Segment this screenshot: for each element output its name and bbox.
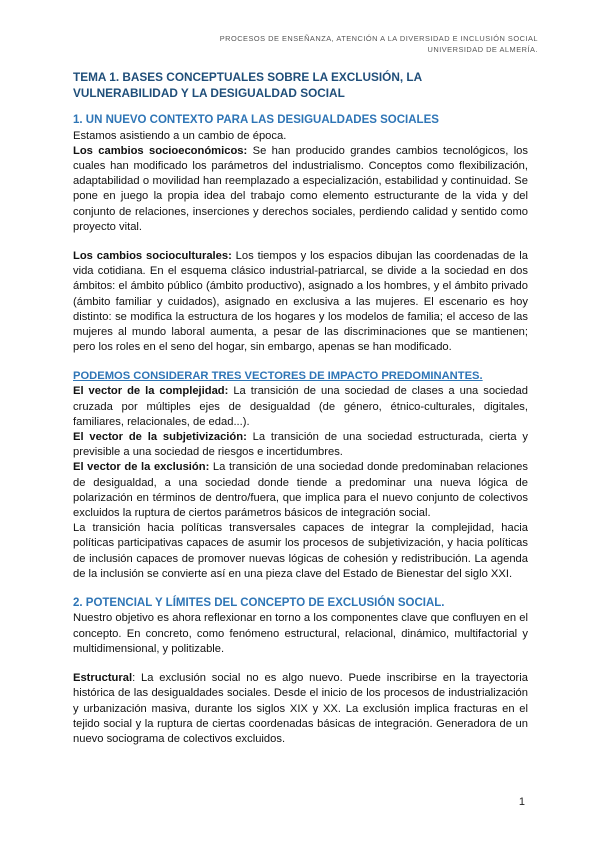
- sociocultural-text: Los tiempos y los espacios dibujan las coordenadas de la vida cotidiana. En el esquema clásico industrial-patriarcal, se divide a la sociedad en dos ámbitos: el ámbito público (ámbito productivo), asignado a los hombres, y el ámbito privado (ámbito familiar y cuidados), asignado en exclusiva a las mujeres. El escenario es hoy distinto: se modifica la estructura de los hogares y los modelos de familia; el acceso de las mujeres al mundo laboral aumenta, a pesar de las discriminaciones que se mantienen; pero los roles en el seno del hogar, sin embargo, apenas se han modificado.: [73, 249, 528, 354]
- structural-paragraph: [73, 671, 528, 747]
- section-2-intro: Nuestro objetivo es ahora reflexionar en torno a los componentes clave que confluyen en el concepto. En concreto, como fenómeno estructural, relacional, dinámico, multifactorial y multidimensional, y politizable.: [73, 612, 528, 655]
- socioeconomic-label: Los cambios socioeconómicos:: [73, 144, 248, 157]
- complexity-text: La transición de una sociedad de clases a una sociedad cruzada por múltiples ejes de desigualdad (de género, étnico-culturales, digitales, familiares, relacionales, de edad...).: [73, 385, 529, 428]
- policies-paragraph: La transición hacia políticas transversales capaces de integrar la complejidad, hacia políticas participativas capaces de asumir los procesos de subjetivización, y hacia políticas de inclusión capaces de promover nuevas lógicas de cohesión y redistribución. La agenda de la inclusión se convierte así en una pieza clave del Estado de Bienestar del siglo XXI.: [73, 522, 528, 580]
- running-header: [220, 34, 538, 55]
- socioeconomic-paragraph: [73, 144, 528, 235]
- header-university-line: UNIVERSIDAD DE ALMERÍA.: [427, 44, 538, 54]
- section-2-heading: 2. POTENCIAL Y LÍMITES DEL CONCEPTO DE EXCLUSIÓN SOCIAL.: [73, 596, 445, 609]
- exclusion-label: El vector de la exclusión:: [73, 461, 210, 474]
- section-1-intro: Estamos asistiendo a un cambio de época.: [73, 129, 287, 142]
- complexity-label: El vector de la complejidad:: [73, 385, 229, 398]
- vectors-heading: PODEMOS CONSIDERAR TRES VECTORES DE IMPACTO PREDOMINANTES.: [73, 370, 483, 383]
- page-number: 1: [518, 796, 525, 808]
- subjectivization-paragraph: [73, 430, 528, 460]
- sociocultural-paragraph: [73, 249, 528, 355]
- subjectivization-text: La transición de una sociedad estructurada, cierta y previsible a una sociedad de riesgos e incertidumbres.: [73, 430, 528, 459]
- complexity-paragraph: [73, 384, 528, 430]
- document-body: [73, 70, 528, 747]
- structural-label: Estructural: [73, 672, 133, 685]
- exclusion-text: La transición de una sociedad donde predominaban relaciones de desigualdad, a una sociedad donde tiende a predominar una nueva lógica de polarización en términos de dentro/fuera, que implica para el nuevo conjunto de colectivos excluidos la ruptura de ciertos parámetros básicos de integración social.: [73, 461, 528, 519]
- section-1-heading: 1. UN NUEVO CONTEXTO PARA LAS DESIGUALDADES SOCIALES: [73, 114, 439, 126]
- exclusion-paragraph: [73, 460, 528, 521]
- socioeconomic-text: Se han producido grandes cambios tecnológicos, los cuales han modificado los parámetros del industrialismo. Conceptos como flexibilización, adaptabilidad o movilidad han reemplazado a especialización, estabilidad y continuidad. Se pone en juego la propia idea del trabajo como elemento estructurante de la vida y del conjunto de relaciones, inserciones y derechos sociales, perdiendo calidad y sentido como proyecto vital.: [73, 144, 528, 233]
- subjectivization-label: El vector de la subjetivización:: [73, 430, 247, 443]
- structural-text: : La exclusión social no es algo nuevo. Puede inscribirse en la trayectoria histórica de las desigualdades sociales. Desde el inicio de los procesos de industrialización y urbanización masiva, durante los siglos XIX y XX. La exclusión implica fracturas en el tejido social y la ruptura de ciertas coordenadas básicas de integración. Generadora de un nuevo sociograma de colectivos excluidos.: [73, 672, 528, 745]
- header-course-line: PROCESOS DE ENSEÑANZA, ATENCIÓN A LA DIVERSIDAD E INCLUSIÓN SOCIAL: [219, 34, 538, 43]
- document-title: TEMA 1. BASES CONCEPTUALES SOBRE LA EXCLUSIÓN, LA VULNERABILIDAD Y LA DESIGUALDAD SOCIAL: [73, 70, 422, 100]
- sociocultural-label: Los cambios socioculturales:: [73, 249, 232, 262]
